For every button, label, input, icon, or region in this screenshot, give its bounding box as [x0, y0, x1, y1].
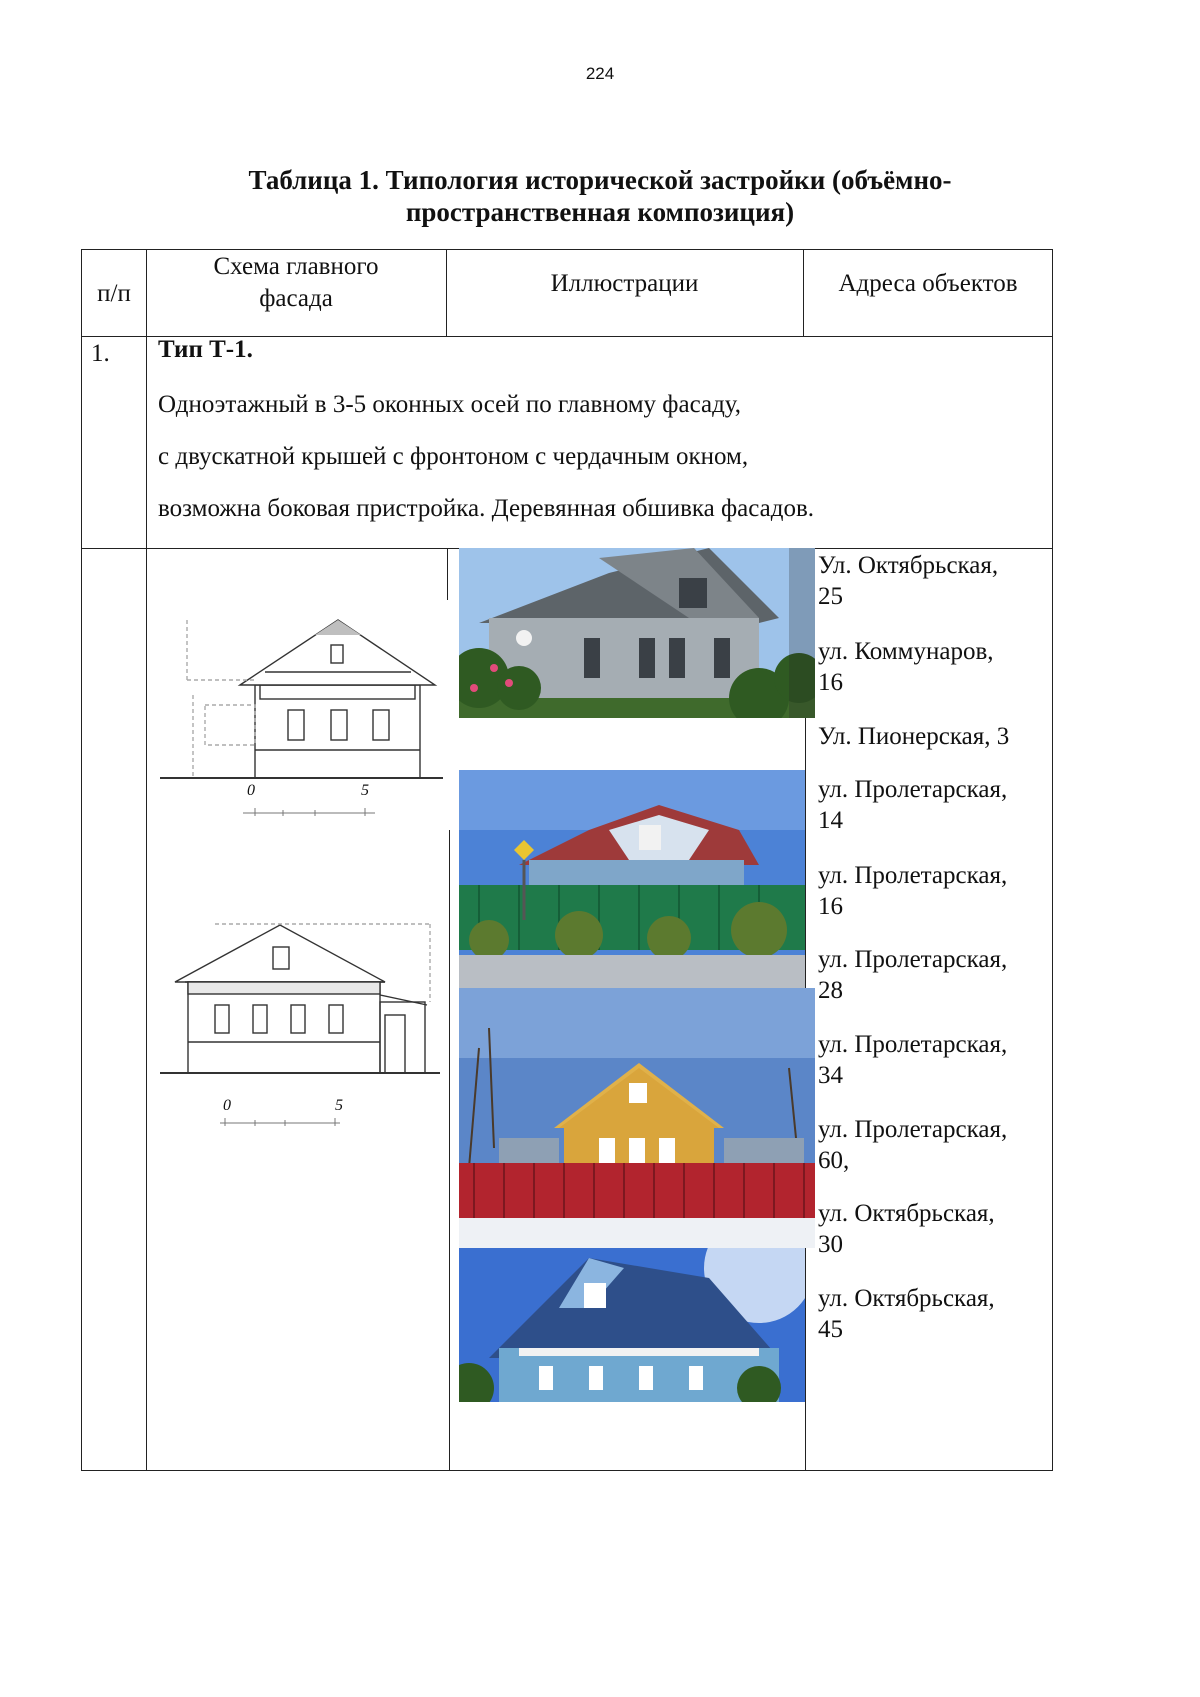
- address-line1: Ул. Октябрьская,: [818, 552, 999, 579]
- header-scheme: [148, 251, 444, 315]
- address-line1: ул. Коммунаров,: [818, 638, 994, 665]
- photo-house-yellow: [459, 988, 815, 1248]
- address-line2: 60,: [818, 1147, 850, 1174]
- address-item: [818, 636, 1058, 698]
- address-line2: 45: [818, 1316, 843, 1343]
- scheme-1-scale-five: 5: [361, 782, 369, 799]
- photo-house-grey: [459, 548, 815, 718]
- address-line1: Ул. Пионерская, 3: [818, 723, 1010, 750]
- header-num: п/п: [97, 280, 131, 307]
- address-item: [818, 550, 1058, 612]
- col-divider-scheme-body-b: [449, 830, 450, 1471]
- address-item: [818, 860, 1058, 922]
- scheme-2-scale-five: 5: [335, 1097, 343, 1114]
- table-title-line2: пространственная композиция): [405, 197, 795, 227]
- address-line1: ул. Октябрьская,: [818, 1285, 995, 1312]
- photo-house-green-fence: [459, 770, 805, 988]
- address-line1: ул. Октябрьская,: [818, 1200, 995, 1227]
- description-line-1: Одноэтажный в 3-5 оконных осей по главному фасаду,: [158, 391, 742, 418]
- table-title-line1: Таблица 1. Типология исторической застройки (объёмно-: [248, 165, 952, 195]
- address-line1: ул. Пролетарская,: [818, 1116, 1008, 1143]
- address-line2: 30: [818, 1231, 843, 1258]
- description-line-2: с двускатной крышей с фронтоном с чердачным окном,: [158, 443, 749, 470]
- address-line1: ул. Пролетарская,: [818, 776, 1008, 803]
- photo-house-blue: [459, 1248, 805, 1402]
- col-divider-scheme-body-a: [447, 548, 448, 600]
- address-line2: 28: [818, 977, 843, 1004]
- page-number: 224: [585, 64, 615, 83]
- scheme-2-scale-zero: 0: [223, 1097, 231, 1114]
- address-item: [818, 1029, 1058, 1091]
- table-title: [150, 164, 1050, 228]
- address-line1: ул. Пролетарская,: [818, 946, 1008, 973]
- address-item: [818, 774, 1058, 836]
- address-item: [818, 1283, 1058, 1345]
- address-item: [818, 1114, 1058, 1176]
- address-line2: 16: [818, 669, 843, 696]
- col-divider-scheme-header: [446, 249, 447, 336]
- row-number: 1.: [91, 340, 110, 367]
- address-line2: 14: [818, 807, 843, 834]
- header-addresses: Адреса объектов: [838, 270, 1018, 297]
- address-item: [818, 721, 1058, 752]
- facade-scheme-1: [155, 610, 445, 840]
- header-illustrations: Иллюстрации: [550, 270, 699, 297]
- address-line2: 16: [818, 893, 843, 920]
- facade-scheme-2: [155, 910, 445, 1130]
- type-title: Тип Т-1.: [158, 336, 253, 363]
- address-line1: ул. Пролетарская,: [818, 862, 1008, 889]
- address-item: [818, 944, 1058, 1006]
- col-divider-num: [146, 249, 147, 1471]
- header-scheme-line2: фасада: [259, 285, 333, 312]
- address-line2: 25: [818, 583, 843, 610]
- scheme-1-scale-zero: 0: [247, 782, 255, 799]
- address-item: [818, 1198, 1058, 1260]
- description-line-3: возможна боковая пристройка. Деревянная обшивка фасадов.: [158, 495, 815, 522]
- address-line2: 34: [818, 1062, 843, 1089]
- col-divider-illus-header: [803, 249, 804, 336]
- address-line1: ул. Пролетарская,: [818, 1031, 1008, 1058]
- header-scheme-line1: Схема главного: [213, 253, 379, 280]
